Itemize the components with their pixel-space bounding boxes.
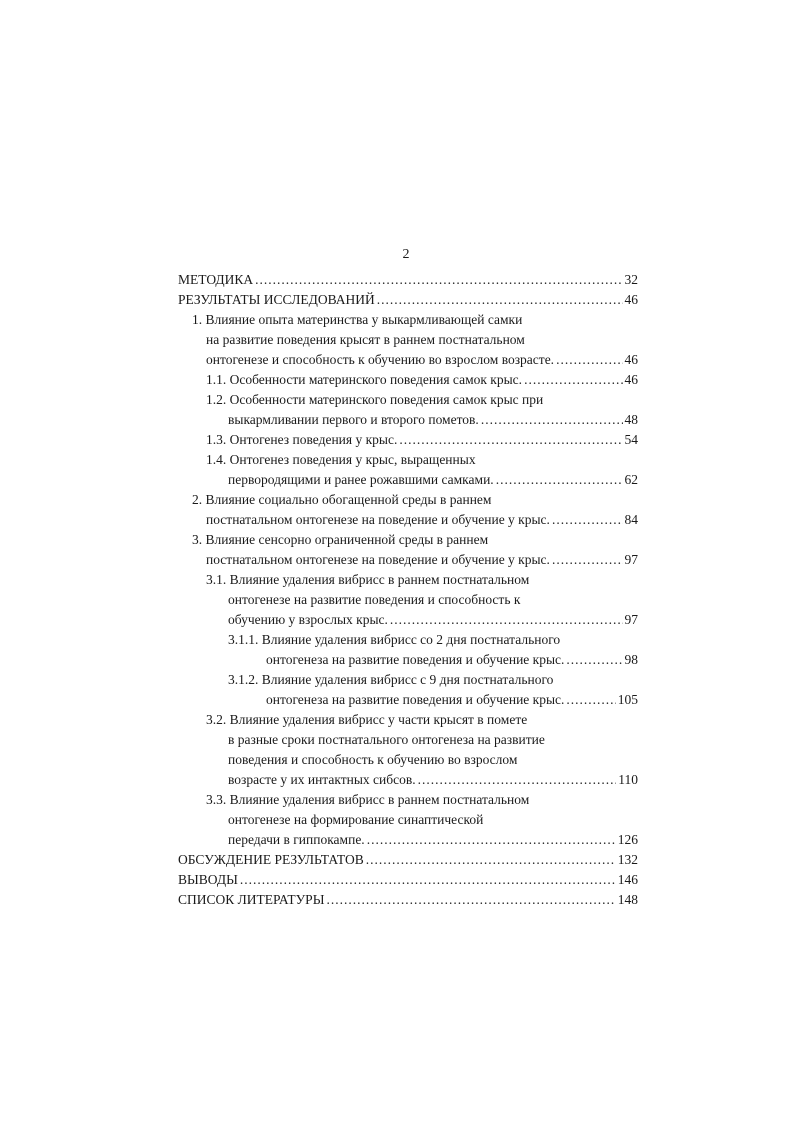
toc-page-number: 110 xyxy=(618,772,638,787)
toc-entry-section-1-2[interactable] xyxy=(228,410,638,430)
toc-leader-dots xyxy=(552,550,623,570)
toc-entry-line: 3.1. Влияние удаления вибрисс в раннем постнатальном xyxy=(206,572,530,587)
toc-entry-references[interactable] xyxy=(178,890,638,910)
toc-entry-title: передачи в гиппокампе. xyxy=(228,832,365,847)
toc-entry-line: 1.4. Онтогенез поведения у крыс, выращенных xyxy=(206,452,476,467)
toc-entry-results[interactable] xyxy=(178,290,638,310)
toc-page-number: 62 xyxy=(624,472,638,487)
toc-page-number: 54 xyxy=(624,432,638,447)
toc-entry-line: 3.1.1. Влияние удаления вибрисс со 2 дня постнатального xyxy=(228,632,561,647)
toc-entry-methods[interactable] xyxy=(178,270,638,290)
toc-entry-title: выкармливании первого и второго пометов. xyxy=(228,412,479,427)
toc-entry-title: СПИСОК ЛИТЕРАТУРЫ xyxy=(178,892,325,907)
toc-leader-dots xyxy=(366,850,616,870)
toc-leader-dots xyxy=(566,650,622,670)
toc-entry-section-2[interactable] xyxy=(206,510,638,530)
toc-entry-section-1-3[interactable] xyxy=(206,430,638,450)
toc-page-number: 46 xyxy=(624,372,638,387)
toc-leader-dots xyxy=(496,470,623,490)
toc-page-number: 46 xyxy=(624,292,638,307)
toc-leader-dots xyxy=(566,690,615,710)
toc-entry-title: ОБСУЖДЕНИЕ РЕЗУЛЬТАТОВ xyxy=(178,852,364,867)
toc-entry-line: 3. Влияние сенсорно ограниченной среды в раннем xyxy=(192,532,489,547)
toc-leader-dots xyxy=(255,270,622,290)
toc-leader-dots xyxy=(481,410,623,430)
toc-leader-dots xyxy=(399,430,622,450)
toc-page-number: 46 xyxy=(624,352,638,367)
toc-entry-line: 3.3. Влияние удаления вибрисс в раннем постнатальном xyxy=(206,792,530,807)
toc-entry-section-1[interactable] xyxy=(206,350,638,370)
toc-entry-title: постнатальном онтогенезе на поведение и обучение у крыс. xyxy=(206,512,550,527)
toc-entry-section-1-1[interactable] xyxy=(206,370,638,390)
page-number: 2 xyxy=(402,247,410,262)
toc-entry-line: на развитие поведения крысят в раннем постнатальном xyxy=(206,332,525,347)
toc-leader-dots xyxy=(552,510,623,530)
toc-leader-dots xyxy=(377,290,623,310)
toc-entry-title: 1.1. Особенности материнского поведения самок крыс. xyxy=(206,372,523,387)
toc-page-number: 97 xyxy=(624,612,638,627)
toc-entry-title: онтогенезе и способность к обучению во взрослом возрасте. xyxy=(206,352,555,367)
toc-entry-section-3-1-2[interactable] xyxy=(266,690,638,710)
toc-entry-title: онтогенеза на развитие поведения и обучение крыс. xyxy=(266,692,565,707)
toc-entry-title: онтогенеза на развитие поведения и обучение крыс. xyxy=(266,652,565,667)
toc-entry-line: поведения и способность к обучению во взрослом xyxy=(228,752,518,767)
toc-entry-section-3-3[interactable] xyxy=(228,830,638,850)
toc-page-number: 146 xyxy=(617,872,638,887)
toc-entry-discussion[interactable] xyxy=(178,850,638,870)
toc-entry-title: 1.3. Онтогенез поведения у крыс. xyxy=(206,432,398,447)
toc-entry-section-3-1-1[interactable] xyxy=(266,650,638,670)
toc-leader-dots xyxy=(390,610,623,630)
toc-page-number: 97 xyxy=(624,552,638,567)
toc-page-number: 84 xyxy=(624,512,638,527)
toc-page-number: 126 xyxy=(617,832,638,847)
toc-entry-section-1-4[interactable] xyxy=(228,470,638,490)
toc-entry-title: МЕТОДИКА xyxy=(178,272,254,287)
toc-leader-dots xyxy=(418,770,617,790)
toc-leader-dots xyxy=(326,890,615,910)
toc-entry-line: 2. Влияние социально обогащенной среды в раннем xyxy=(192,492,492,507)
toc-entry-line: 1.2. Особенности материнского поведения самок крыс при xyxy=(206,392,544,407)
toc-leader-dots xyxy=(240,870,616,890)
toc-entry-line: 1. Влияние опыта материнства у выкармливающей самки xyxy=(192,312,523,327)
toc-entry-title: обучению у взрослых крыс. xyxy=(228,612,388,627)
toc-entry-title: первородящими и ранее рожавшими самками. xyxy=(228,472,494,487)
toc-page-number: 148 xyxy=(617,892,638,907)
toc-leader-dots xyxy=(524,370,622,390)
toc-page-number: 48 xyxy=(624,412,638,427)
toc-page-number: 105 xyxy=(617,692,638,707)
toc-entry-section-3-2[interactable] xyxy=(228,770,638,790)
toc-entry-title: возрасте у их интактных сибсов. xyxy=(228,772,416,787)
toc-entry-line: в разные сроки постнатального онтогенеза на развитие xyxy=(228,732,545,747)
toc-entry-title: ВЫВОДЫ xyxy=(178,872,238,887)
toc-entry-line: онтогенезе на формирование синаптической xyxy=(228,812,484,827)
toc-leader-dots xyxy=(556,350,622,370)
toc-entry-line: 3.1.2. Влияние удаления вибрисс с 9 дня постнатального xyxy=(228,672,554,687)
toc-page-number: 32 xyxy=(624,272,638,287)
toc-entry-conclusions[interactable] xyxy=(178,870,638,890)
toc-page-number: 98 xyxy=(624,652,638,667)
toc-entry-title: РЕЗУЛЬТАТЫ ИССЛЕДОВАНИЙ xyxy=(178,292,375,307)
toc-entry-line: 3.2. Влияние удаления вибрисс у части крысят в помете xyxy=(206,712,528,727)
toc-leader-dots xyxy=(367,830,616,850)
toc-page-number: 132 xyxy=(617,852,638,867)
toc-entry-section-3-1[interactable] xyxy=(228,610,638,630)
toc-entry-title: постнатальном онтогенезе на поведение и обучение у крыс. xyxy=(206,552,550,567)
toc-entry-section-3[interactable] xyxy=(206,550,638,570)
toc-entry-line: онтогенезе на развитие поведения и способность к xyxy=(228,592,521,607)
